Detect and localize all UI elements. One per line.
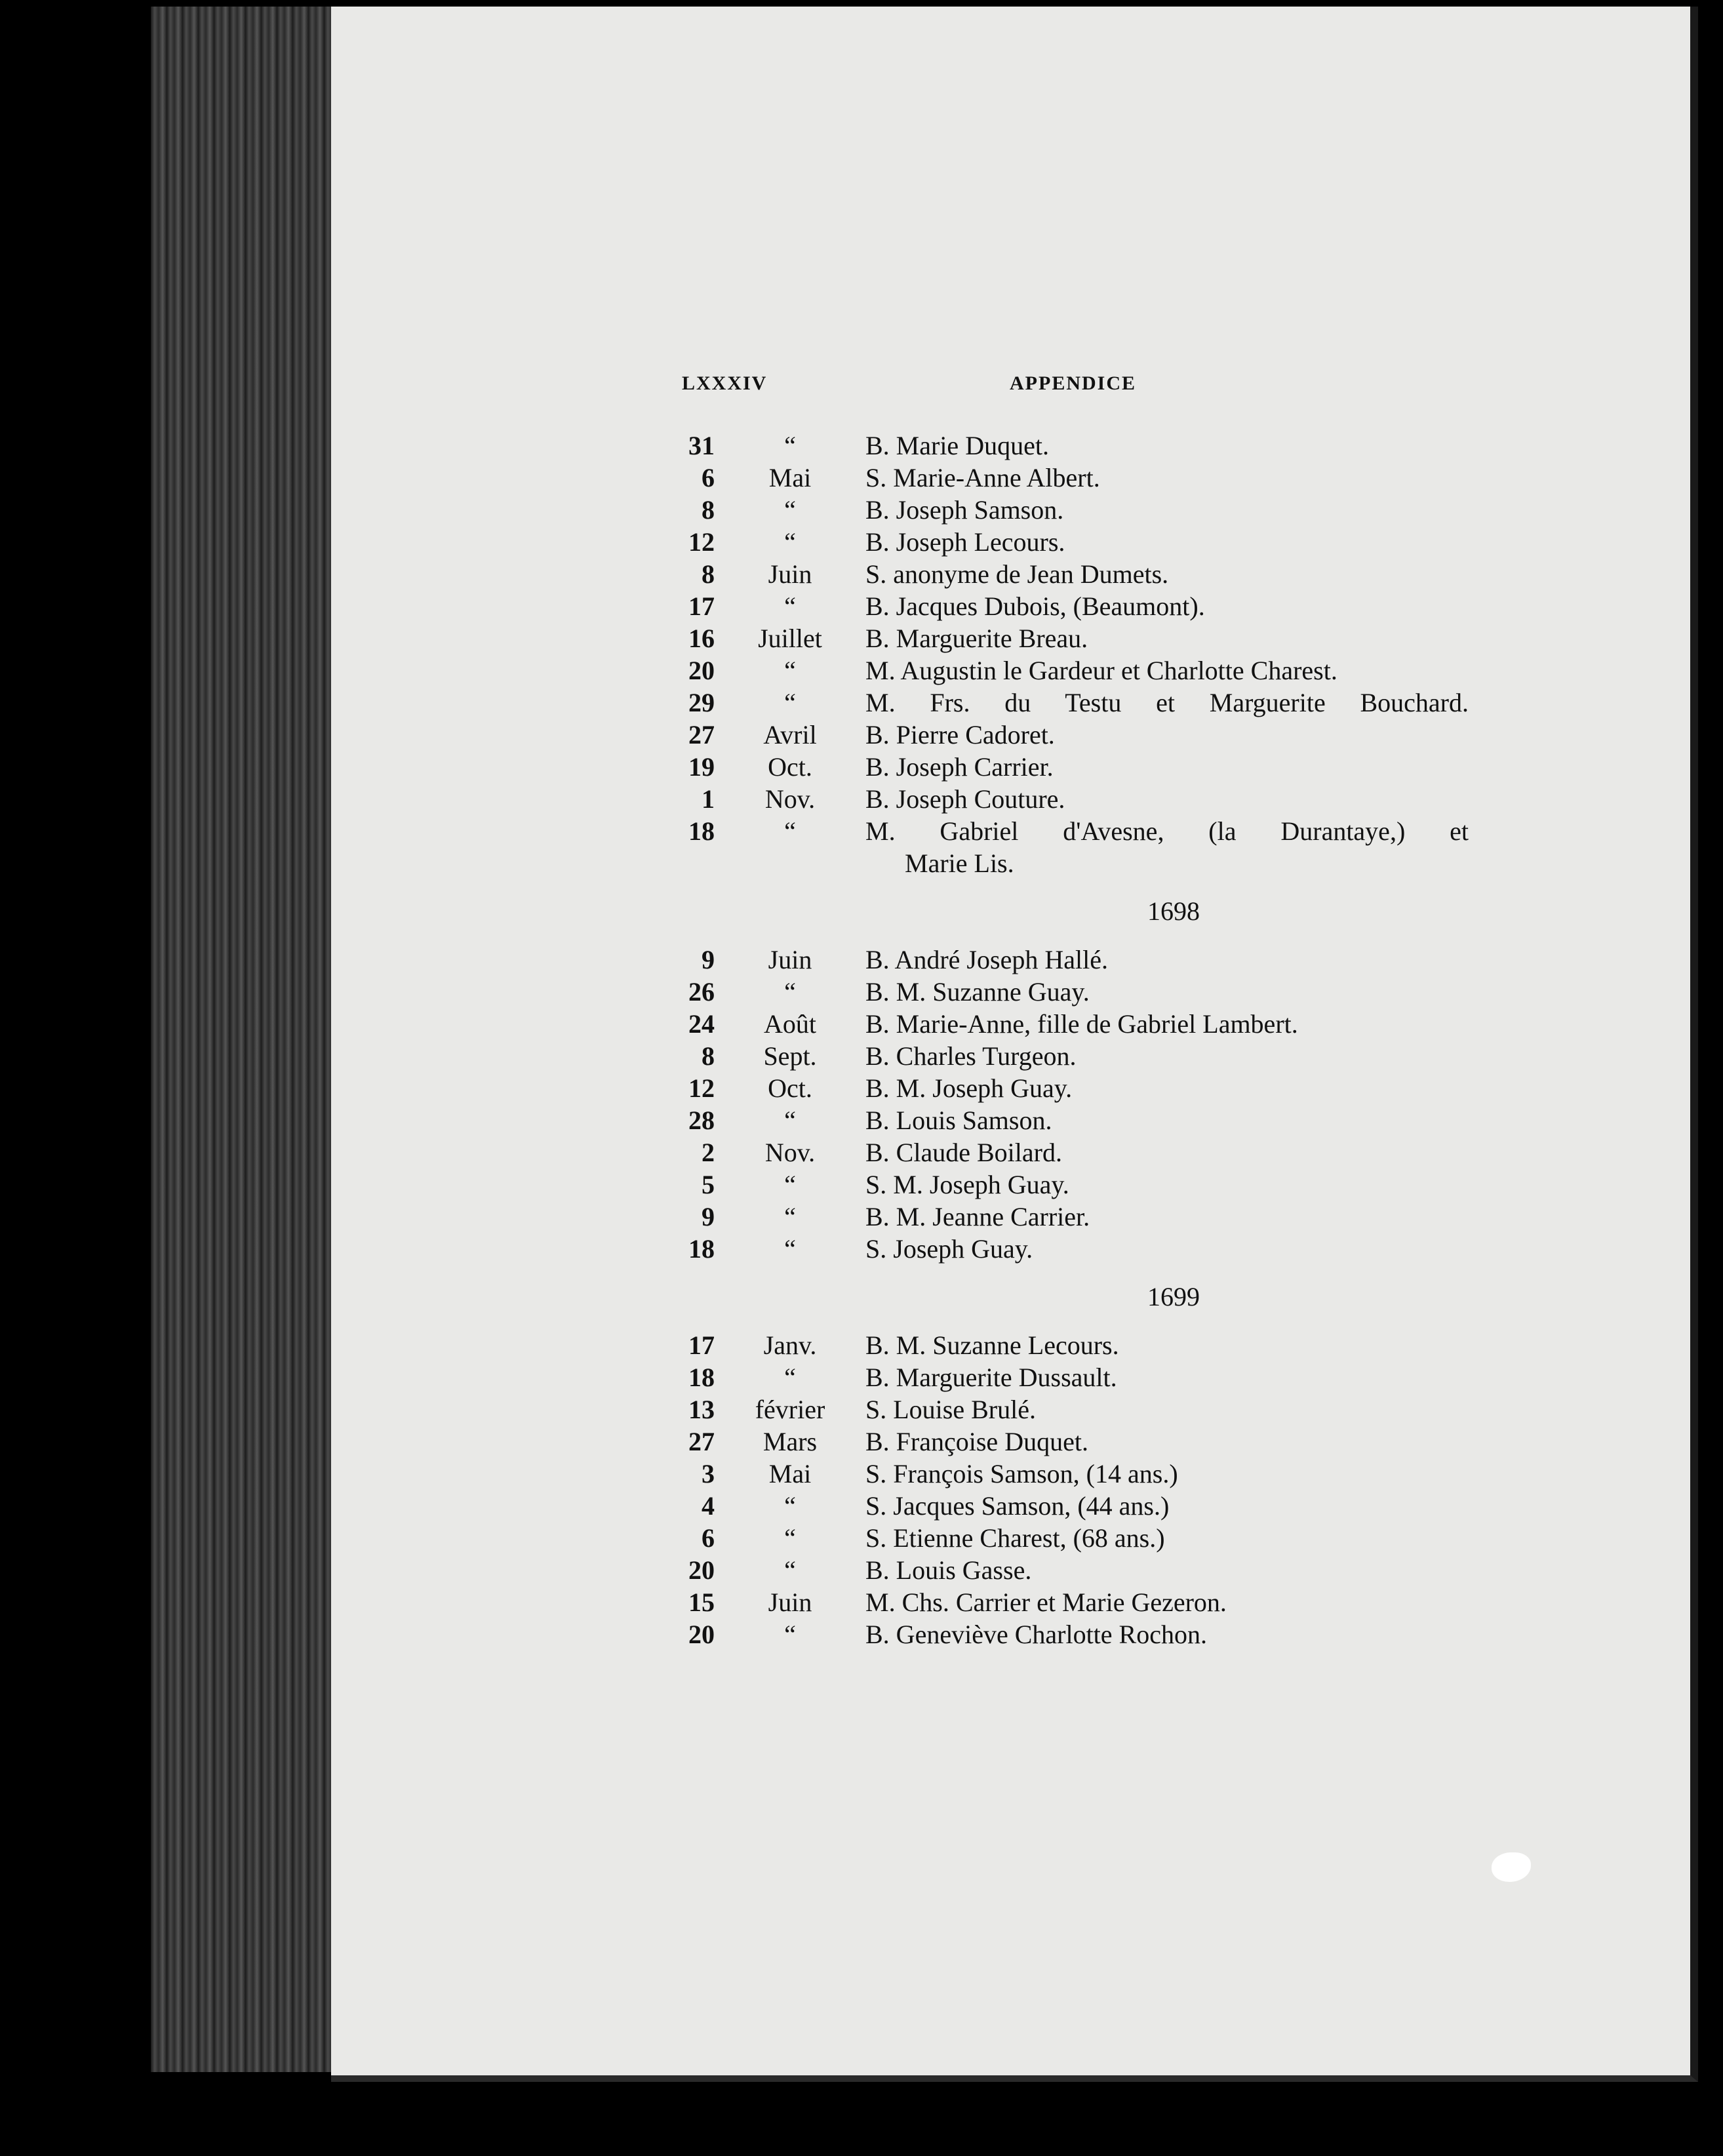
register-entry bbox=[669, 1393, 1469, 1426]
entry-text: M. Frs. du Testu et Marguerite Bouchard. bbox=[865, 688, 1469, 717]
register-entry bbox=[669, 1136, 1469, 1168]
entry-day: 12 bbox=[688, 527, 715, 557]
year-heading: 1699 bbox=[1147, 1282, 1200, 1311]
book-page-edges bbox=[151, 7, 347, 2072]
entry-text: Marie Lis. bbox=[905, 848, 1014, 878]
entry-day: 18 bbox=[688, 1234, 715, 1264]
entry-month: “ bbox=[784, 688, 796, 717]
entry-month: “ bbox=[784, 816, 796, 846]
register-entry bbox=[669, 1554, 1469, 1586]
register-entry bbox=[669, 815, 1469, 847]
entry-day: 27 bbox=[688, 1427, 715, 1456]
entry-day: 27 bbox=[688, 720, 715, 749]
entry-month: “ bbox=[784, 1363, 796, 1392]
page-number: LXXXIV bbox=[682, 372, 768, 394]
register-entry bbox=[669, 622, 1469, 654]
entry-month: Janv. bbox=[763, 1330, 817, 1360]
entry-day: 6 bbox=[702, 463, 715, 492]
register-entry bbox=[669, 558, 1469, 590]
entry-month: février bbox=[755, 1395, 825, 1424]
register-entry bbox=[669, 462, 1469, 494]
entry-text: M. Gabriel d'Avesne, (la Durantaye,) et bbox=[865, 816, 1469, 846]
register-entry bbox=[669, 1490, 1469, 1522]
entry-day: 28 bbox=[688, 1106, 715, 1135]
entry-month: “ bbox=[784, 1106, 796, 1135]
entry-month: “ bbox=[784, 431, 796, 460]
entry-day: 4 bbox=[702, 1491, 715, 1521]
register-entry bbox=[669, 1233, 1469, 1265]
entry-day: 9 bbox=[702, 1202, 715, 1231]
entry-month: Mars bbox=[762, 1427, 818, 1456]
register-entry bbox=[669, 1329, 1469, 1361]
entry-month: Oct. bbox=[768, 752, 812, 782]
entry-text: B. Marie Duquet. bbox=[865, 431, 1049, 460]
entry-text: S. Louise Brulé. bbox=[865, 1395, 1036, 1424]
register-entry bbox=[669, 1168, 1469, 1201]
entry-day: 18 bbox=[688, 1363, 715, 1392]
register-entry bbox=[669, 494, 1469, 526]
entry-day: 16 bbox=[688, 624, 715, 653]
entry-text: B. Marguerite Dussault. bbox=[865, 1363, 1117, 1392]
entry-text: B. Joseph Samson. bbox=[865, 495, 1064, 525]
year-heading: 1698 bbox=[1147, 896, 1200, 926]
register-entry bbox=[669, 1458, 1469, 1490]
entry-day: 8 bbox=[702, 559, 715, 589]
entry-text: S. anonyme de Jean Dumets. bbox=[865, 559, 1169, 589]
register-entry bbox=[669, 1104, 1469, 1136]
entry-month: Juin bbox=[768, 1587, 812, 1617]
entry-month: “ bbox=[784, 1234, 796, 1264]
page-header bbox=[682, 372, 1482, 405]
entry-month: Sept. bbox=[763, 1041, 817, 1071]
register-entry bbox=[669, 751, 1469, 783]
entry-text: B. Marguerite Breau. bbox=[865, 624, 1088, 653]
entry-day: 29 bbox=[688, 688, 715, 717]
entry-month: Juillet bbox=[758, 624, 822, 653]
entry-month: Mai bbox=[768, 463, 812, 492]
entry-text: B. M. Suzanne Lecours. bbox=[865, 1330, 1119, 1360]
entry-text: S. Marie-Anne Albert. bbox=[865, 463, 1100, 492]
entry-month: “ bbox=[784, 1170, 796, 1199]
register-entry bbox=[669, 1072, 1469, 1104]
register-entry bbox=[669, 847, 1469, 879]
register-entry bbox=[669, 719, 1469, 751]
entry-text: M. Chs. Carrier et Marie Gezeron. bbox=[865, 1587, 1227, 1617]
entry-month: Juin bbox=[768, 559, 812, 589]
entry-day: 13 bbox=[688, 1395, 715, 1424]
register-entry bbox=[669, 1361, 1469, 1393]
entry-month: “ bbox=[784, 591, 796, 621]
entry-day: 20 bbox=[688, 656, 715, 685]
running-title: APPENDICE bbox=[1010, 372, 1137, 394]
entry-day: 8 bbox=[702, 1041, 715, 1071]
entry-text: B. M. Suzanne Guay. bbox=[865, 977, 1090, 1007]
register-entry bbox=[669, 1040, 1469, 1072]
entry-month: “ bbox=[784, 977, 796, 1007]
entry-month: Nov. bbox=[764, 784, 816, 814]
entry-text: M. Augustin le Gardeur et Charlotte Charest. bbox=[865, 656, 1337, 685]
entry-day: 19 bbox=[688, 752, 715, 782]
entry-month: Août bbox=[764, 1009, 816, 1039]
register-entry bbox=[669, 1586, 1469, 1618]
register-entry bbox=[669, 944, 1469, 976]
entry-text: B. Claude Boilard. bbox=[865, 1138, 1062, 1167]
entry-text: B. André Joseph Hallé. bbox=[865, 945, 1108, 974]
entry-text: B. Joseph Carrier. bbox=[865, 752, 1054, 782]
register-entry bbox=[669, 976, 1469, 1008]
entry-text: S. François Samson, (14 ans.) bbox=[865, 1459, 1178, 1488]
entry-day: 5 bbox=[702, 1170, 715, 1199]
entry-text: B. Joseph Lecours. bbox=[865, 527, 1065, 557]
entry-month: Juin bbox=[768, 945, 812, 974]
entry-month: “ bbox=[784, 1523, 796, 1553]
paper-smudge bbox=[1492, 1852, 1531, 1882]
entry-day: 12 bbox=[688, 1073, 715, 1103]
entry-text: B. Joseph Couture. bbox=[865, 784, 1065, 814]
register-entry bbox=[669, 590, 1469, 622]
register-entry bbox=[669, 1618, 1469, 1650]
entry-month: “ bbox=[784, 1620, 796, 1649]
entry-month: “ bbox=[784, 527, 796, 557]
entry-day: 15 bbox=[688, 1587, 715, 1617]
entry-month: Oct. bbox=[768, 1073, 812, 1103]
register-entry bbox=[669, 687, 1469, 719]
entry-day: 24 bbox=[688, 1009, 715, 1039]
register-entry bbox=[669, 783, 1469, 815]
entry-text: S. Joseph Guay. bbox=[865, 1234, 1033, 1264]
register-entry bbox=[669, 526, 1469, 558]
entry-text: S. Etienne Charest, (68 ans.) bbox=[865, 1523, 1165, 1553]
entry-text: B. Charles Turgeon. bbox=[865, 1041, 1077, 1071]
entry-text: B. Louis Gasse. bbox=[865, 1555, 1032, 1585]
entry-day: 9 bbox=[702, 945, 715, 974]
register-entry bbox=[669, 429, 1469, 462]
entry-text: B. Geneviève Charlotte Rochon. bbox=[865, 1620, 1207, 1649]
entry-text: B. M. Jeanne Carrier. bbox=[865, 1202, 1090, 1231]
entry-day: 8 bbox=[702, 495, 715, 525]
entry-text: B. Louis Samson. bbox=[865, 1106, 1052, 1135]
entry-month: Avril bbox=[763, 720, 817, 749]
entry-month: “ bbox=[784, 1202, 796, 1231]
register-entries bbox=[669, 429, 1469, 1650]
entry-month: “ bbox=[784, 1555, 796, 1585]
entry-day: 26 bbox=[688, 977, 715, 1007]
entry-month: Nov. bbox=[764, 1138, 816, 1167]
entry-text: B. Françoise Duquet. bbox=[865, 1427, 1088, 1456]
entry-month: Mai bbox=[768, 1459, 812, 1488]
entry-day: 17 bbox=[688, 1330, 715, 1360]
entry-month: “ bbox=[784, 656, 796, 685]
entry-day: 31 bbox=[688, 431, 715, 460]
register-entry bbox=[669, 1008, 1469, 1040]
entry-text: B. Jacques Dubois, (Beaumont). bbox=[865, 591, 1205, 621]
entry-month: “ bbox=[784, 495, 796, 525]
entry-text: B. Pierre Cadoret. bbox=[865, 720, 1055, 749]
entry-text: B. M. Joseph Guay. bbox=[865, 1073, 1073, 1103]
entry-text: S. Jacques Samson, (44 ans.) bbox=[865, 1491, 1170, 1521]
entry-day: 6 bbox=[702, 1523, 715, 1553]
entry-day: 18 bbox=[688, 816, 715, 846]
entry-day: 17 bbox=[688, 591, 715, 621]
entry-day: 2 bbox=[702, 1138, 715, 1167]
entry-text: S. M. Joseph Guay. bbox=[865, 1170, 1069, 1199]
register-entry bbox=[669, 1201, 1469, 1233]
register-entry bbox=[669, 1522, 1469, 1554]
register-entry bbox=[669, 1426, 1469, 1458]
entry-day: 1 bbox=[702, 784, 715, 814]
entry-text: B. Marie-Anne, fille de Gabriel Lambert. bbox=[865, 1009, 1298, 1039]
entry-day: 3 bbox=[702, 1459, 715, 1488]
entry-day: 20 bbox=[688, 1620, 715, 1649]
register-entry bbox=[669, 654, 1469, 687]
entry-day: 20 bbox=[688, 1555, 715, 1585]
entry-month: “ bbox=[784, 1491, 796, 1521]
